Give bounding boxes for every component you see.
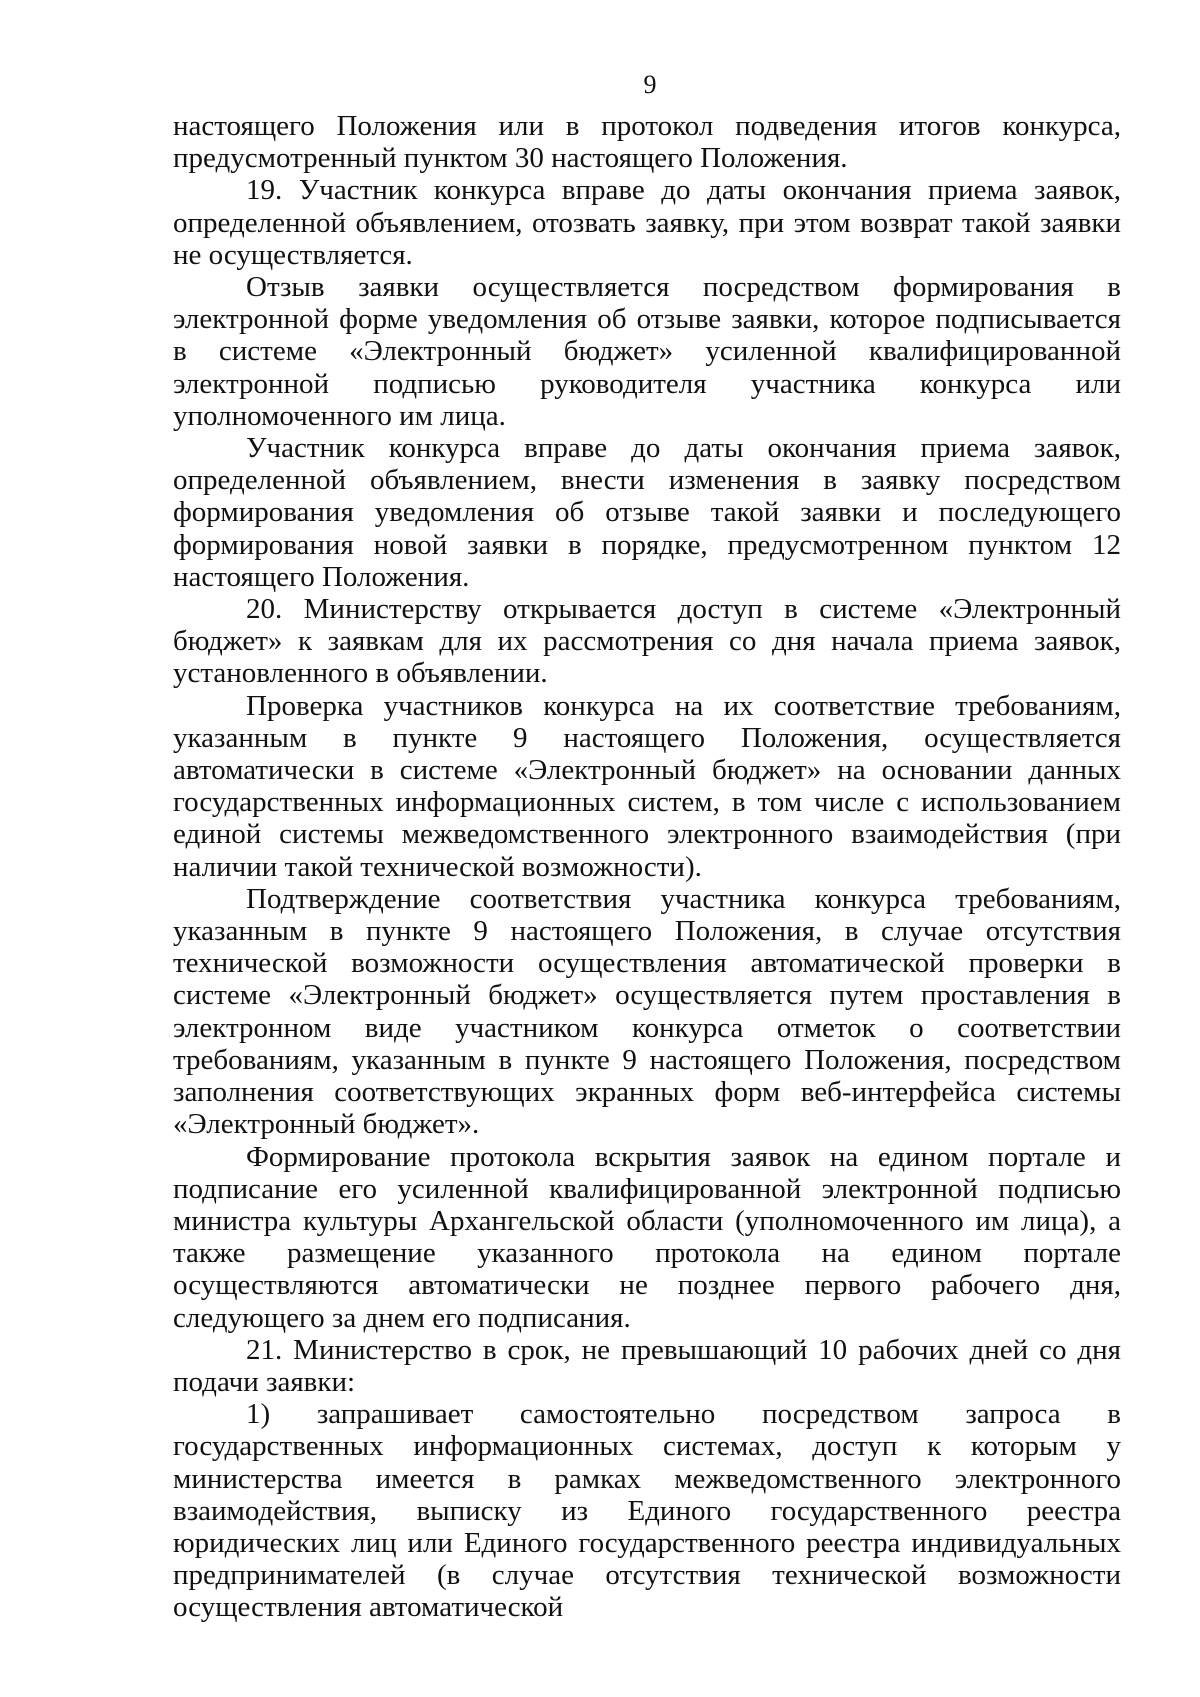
paragraph-item-20: 20. Министерству открывается доступ в системе «Электронный бюджет» к заявкам для их рассмотрения со дня начала приема заявок, установленного в объявлении. (173, 593, 1121, 690)
paragraph-continuation: настоящего Положения или в протокол подведения итогов конкурса, предусмотренный пунктом 30 настоящего Положения. (173, 110, 1121, 175)
paragraph-verification: Проверка участников конкурса на их соответствие требованиям, указанным в пункте 9 настоящего Положения, осуществляется автоматически в системе «Электронный бюджет» на основании данных государственных информационных систем, в том числе с использованием единой системы межведомственного электронного взаимодействия (при наличии такой технической возможности). (173, 689, 1121, 883)
paragraph-confirmation: Подтверждение соответствия участника конкурса требованиям, указанным в пункте 9 настоящего Положения, в случае отсутствия технической возможности осуществления автоматической проверки в системе «Электронный бюджет» осуществляется путем проставления в электронном виде участником конкурса отметок о соответствии требованиям, указанным в пункте 9 настоящего Положения, посредством заполнения соответствующих экранных форм веб-интерфейса системы «Электронный бюджет». (173, 882, 1121, 1141)
paragraph-item-21: 21. Министерство в срок, не превышающий 10 рабочих дней со дня подачи заявки: (173, 1333, 1121, 1398)
paragraph-withdrawal: Отзыв заявки осуществляется посредством формирования в электронной форме уведомления об отзыве заявки, которое подписывается в системе «Электронный бюджет» усиленной квалифицированной электронной подписью руководителя участника конкурса или уполномоченного им лица. (173, 271, 1121, 432)
page-number-container (0, 70, 1200, 100)
page-number: 9 (643, 70, 657, 99)
paragraph-subitem-1: 1) запрашивает самостоятельно посредством запроса в государственных информационных системах, доступ к которым у министерства имеется в рамках межведомственного электронного взаимодействия, выписку из Единого государственного реестра юридических лиц или Единого государственного реестра индивидуальных предпринимателей (в случае отсутствия технической возможности осуществления автоматической (173, 1398, 1121, 1624)
document-body (173, 110, 1121, 1624)
paragraph-changes: Участник конкурса вправе до даты окончания приема заявок, определенной объявлением, внести изменения в заявку посредством формирования уведомления об отзыве такой заявки и последующего формирования новой заявки в порядке, предусмотренном пунктом 12 настоящего Положения. (173, 432, 1121, 593)
paragraph-protocol: Формирование протокола вскрытия заявок на едином портале и подписание его усиленной квалифицированной электронной подписью министра культуры Архангельской области (уполномоченного им лица), а также размещение указанного протокола на едином портале осуществляются автоматически не позднее первого рабочего дня, следующего за днем его подписания. (173, 1140, 1121, 1334)
paragraph-item-19: 19. Участник конкурса вправе до даты окончания приема заявок, определенной объявлением, отозвать заявку, при этом возврат такой заявки не осуществляется. (173, 174, 1121, 271)
